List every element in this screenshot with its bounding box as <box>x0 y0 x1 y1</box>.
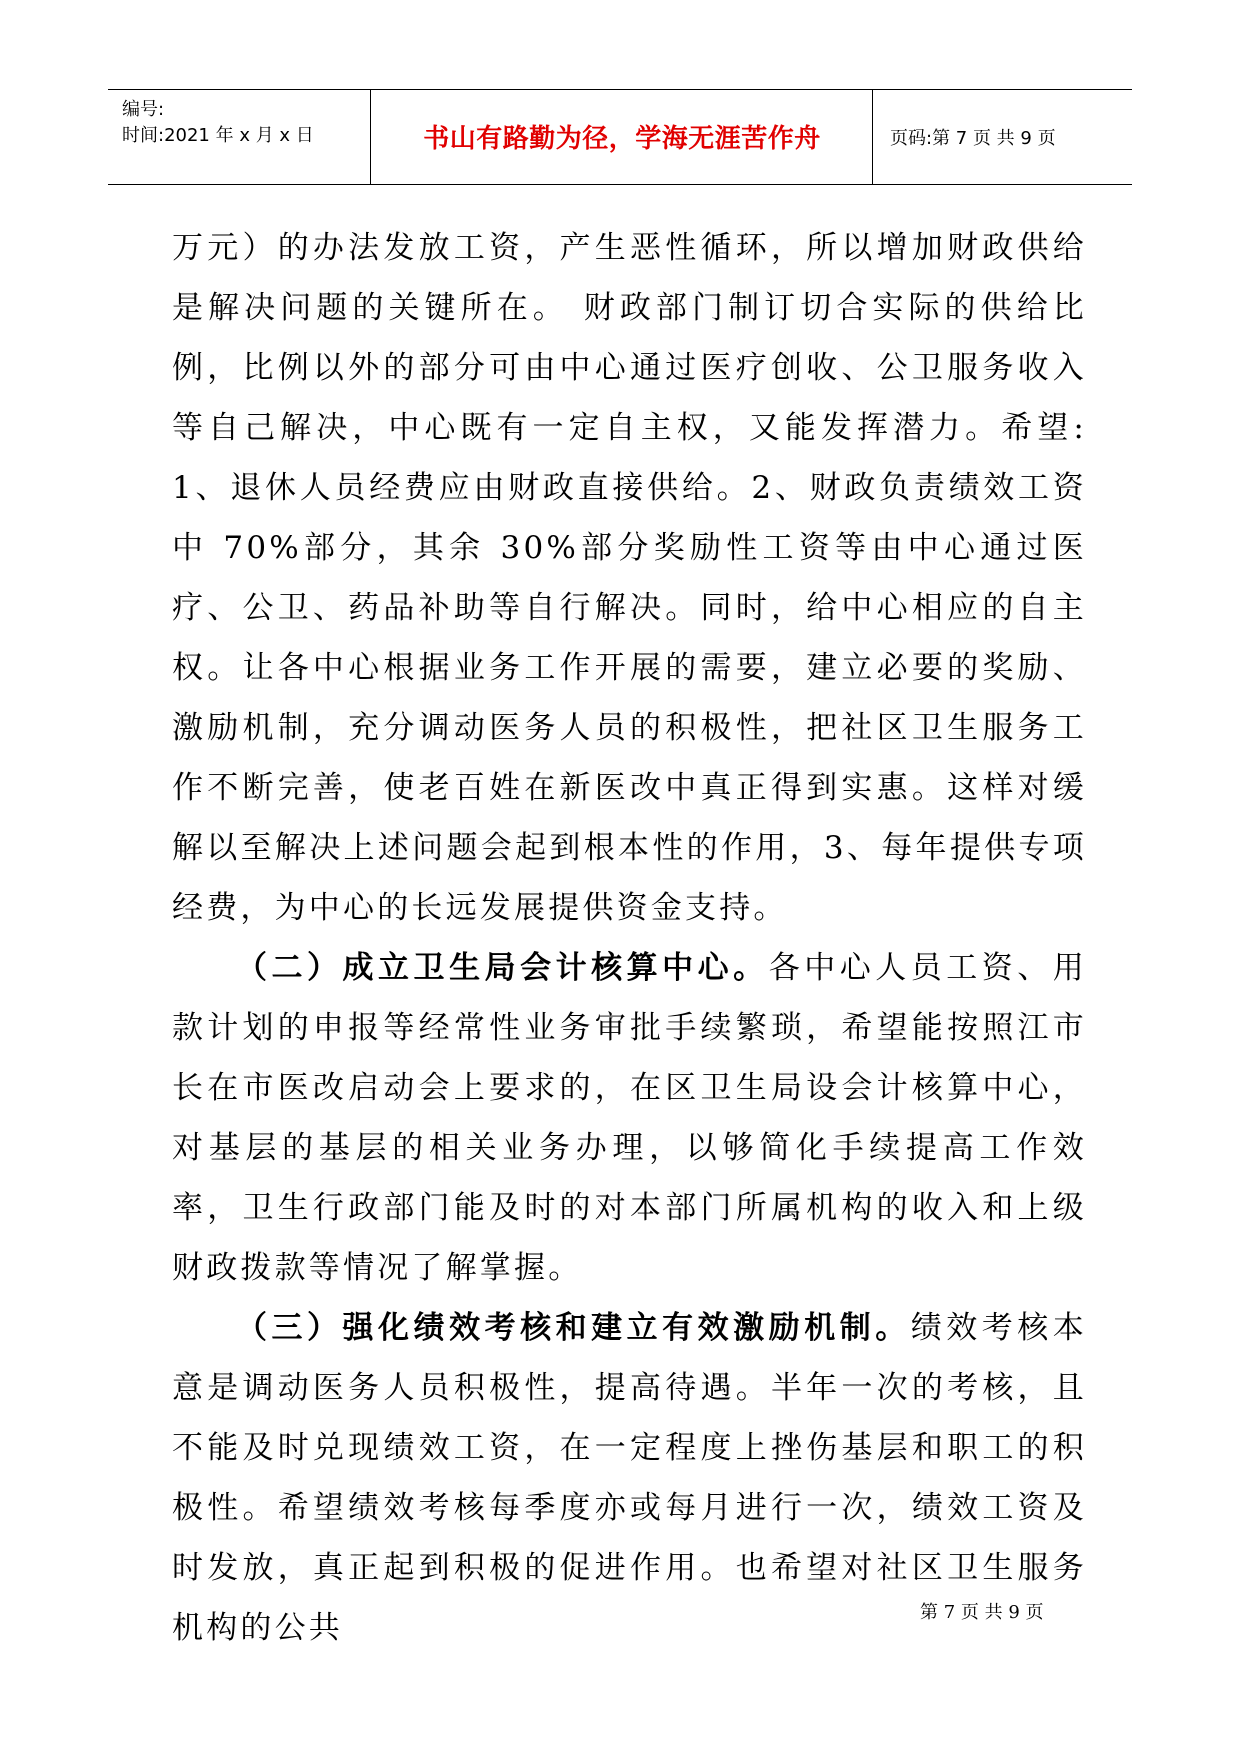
page-footer: 第 7 页 共 9 页 <box>920 1602 1044 1623</box>
paragraph-1: 万元）的办法发放工资，产生恶性循环，所以增加财政供给是解决问题的关键所在。 财政部门制订切合实际的供给比例，比例以外的部分可由中心通过医疗创收、公卫服务收入等自己解决，中心既有一定自主权，又能发挥潜力。希望: 1、退休人员经费应由财政直接供给。2、财政负责绩效工资中 70%部分，其余 30%部分奖励性工资等由中心通过医疗、公卫、药品补助等自行解决。同时，给中心相应的自主权。让各中心根据业务工作开展的需要，建立必要的奖励、激励机制，充分调动医务人员的积极性，把社区卫生服务工作不断完善，使老百姓在新医改中真正得到实惠。这样对缓解以至解决上述问题会起到根本性的作用，3、每年提供专项经费，为中心的长远发展提供资金支持。 <box>172 230 1087 926</box>
document-number-label: 编号: <box>122 99 165 120</box>
header-page-number: 页码:第 7 页 共 9 页 <box>890 128 1056 149</box>
paragraph-2 <box>172 938 1087 1298</box>
header-meta-cell <box>108 90 371 184</box>
document-body <box>172 218 1087 1658</box>
header-page-cell <box>874 90 1132 184</box>
header-motto-cell <box>372 90 873 184</box>
header-table <box>108 89 1132 185</box>
paragraph-3-text: 绩效考核本意是调动医务人员积极性，提高待遇。半年一次的考核，且不能及时兑现绩效工资，在一定程度上挫伤基层和职工的积极性。希望绩效考核每季度亦或每月进行一次，绩效工资及时发放，真正起到积极的促进作用。也希望对社区卫生服务机构的公共 <box>172 1310 1087 1646</box>
section-heading-2: （二）成立卫生局会计核算中心。 <box>236 950 769 986</box>
section-heading-3: （三）强化绩效考核和建立有效激励机制。 <box>236 1310 911 1346</box>
document-time-label: 时间:2021 年 x 月 x 日 <box>122 125 314 146</box>
paragraph-2-text: 各中心人员工资、用款计划的申报等经常性业务审批手续繁琐，希望能按照江市长在市医改启动会上要求的，在区卫生局设会计核算中心，对基层的基层的相关业务办理，以够简化手续提高工作效率，卫生行政部门能及时的对本部门所属机构的收入和上级财政拨款等情况了解掌握。 <box>172 950 1087 1286</box>
header-motto: 书山有路勤为径，学海无涯苦作舟 <box>423 124 821 154</box>
